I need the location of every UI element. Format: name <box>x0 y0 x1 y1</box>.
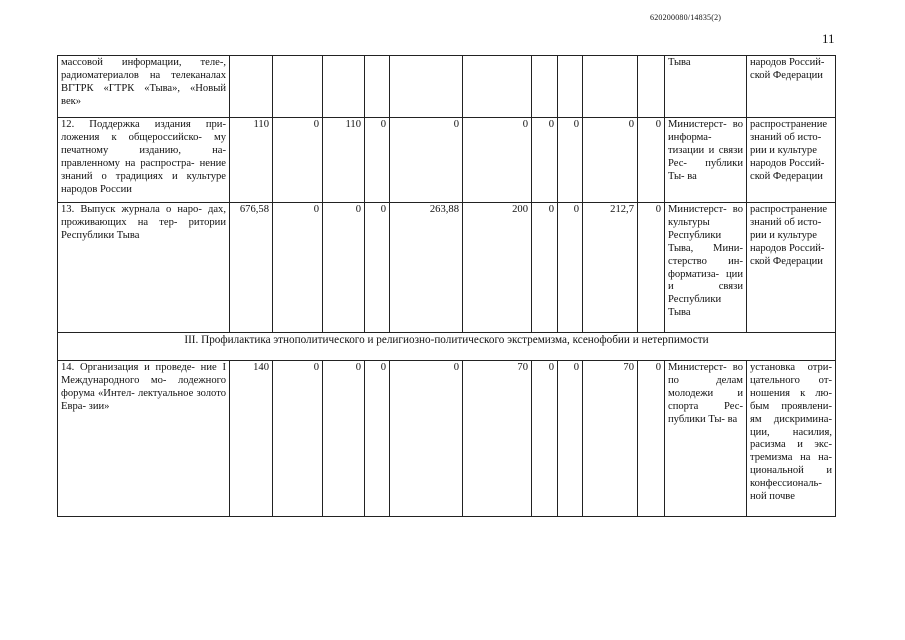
value-cell: 0 <box>365 203 390 333</box>
measure-name-cell: 12. Поддержка издания при- ложения к общероссийско- му печатному изданию, на- правленному на распростра- нение знаний о традициях и культуре народов России <box>58 118 230 203</box>
value-cell: 0 <box>558 203 583 333</box>
value-cell: 0 <box>365 118 390 203</box>
measure-name-cell: массовой информации, теле-, радиоматериалов на телеканалах ВГТРК «ГТРК «Тыва», «Новый век» <box>58 56 230 118</box>
value-cell: 200 <box>463 203 532 333</box>
section-row <box>58 333 836 361</box>
value-cell: 0 <box>638 203 665 333</box>
result-cell: распространение знаний об исто- рии и культуре народов Россий- ской Федерации <box>747 203 836 333</box>
value-cell: 0 <box>390 118 463 203</box>
table-row <box>58 56 836 118</box>
table-row <box>58 118 836 203</box>
value-cell: 0 <box>390 361 463 517</box>
document-id: 620200080/14835(2) <box>650 13 722 22</box>
value-cell: 0 <box>463 118 532 203</box>
value-cell: 110 <box>323 118 365 203</box>
value-cell: 110 <box>230 118 273 203</box>
value-cell <box>390 56 463 118</box>
result-cell: народов Россий- ской Федерации <box>747 56 836 118</box>
value-cell: 0 <box>638 361 665 517</box>
value-cell <box>583 56 638 118</box>
executor-cell: Министерст- во по делам молодежи и спорта Рес- публики Ты- ва <box>665 361 747 517</box>
measure-name-cell: 13. Выпуск журнала о наро- дах, проживающих на тер- ритории Республики Тыва <box>58 203 230 333</box>
value-cell: 676,58 <box>230 203 273 333</box>
value-cell: 0 <box>273 118 323 203</box>
value-cell: 0 <box>532 203 558 333</box>
value-cell <box>558 56 583 118</box>
table-row <box>58 203 836 333</box>
value-cell: 0 <box>532 361 558 517</box>
value-cell: 0 <box>273 203 323 333</box>
executor-cell: Министерст- во информа- тизации и связи Рес- публики Ты- ва <box>665 118 747 203</box>
program-table <box>57 55 836 517</box>
value-cell: 0 <box>365 361 390 517</box>
value-cell: 140 <box>230 361 273 517</box>
value-cell: 0 <box>532 118 558 203</box>
value-cell: 70 <box>583 361 638 517</box>
value-cell: 0 <box>323 361 365 517</box>
value-cell: 0 <box>558 361 583 517</box>
value-cell <box>230 56 273 118</box>
value-cell: 70 <box>463 361 532 517</box>
value-cell <box>323 56 365 118</box>
value-cell: 0 <box>323 203 365 333</box>
page-number: 11 <box>822 31 835 46</box>
value-cell: 0 <box>273 361 323 517</box>
value-cell <box>532 56 558 118</box>
value-cell <box>638 56 665 118</box>
value-cell: 0 <box>638 118 665 203</box>
value-cell <box>273 56 323 118</box>
table-row <box>58 361 836 517</box>
value-cell <box>365 56 390 118</box>
measure-name-cell: 14. Организация и проведе- ние I Международного мо- лодежного форума «Интел- лектуальное золото Евра- зии» <box>58 361 230 517</box>
executor-cell: Министерст- во культуры Республики Тыва, Мини- стерство ин- форматиза- ции и связи Республики Тыва <box>665 203 747 333</box>
value-cell: 212,7 <box>583 203 638 333</box>
value-cell <box>463 56 532 118</box>
result-cell: установка отри- цательного от- ношения к лю- бым проявлени- ям дискримина- ции, насилия, расизма и экс- тремизма на на- циональной и конфессиональ- ной почве <box>747 361 836 517</box>
executor-cell: Тыва <box>665 56 747 118</box>
result-cell: распространение знаний об исто- рии и культуре народов Россий- ской Федерации <box>747 118 836 203</box>
value-cell: 0 <box>583 118 638 203</box>
value-cell: 263,88 <box>390 203 463 333</box>
section-title: III. Профилактика этнополитического и религиозно-политического экстремизма, ксенофобии и нетерпимости <box>58 333 836 361</box>
value-cell: 0 <box>558 118 583 203</box>
